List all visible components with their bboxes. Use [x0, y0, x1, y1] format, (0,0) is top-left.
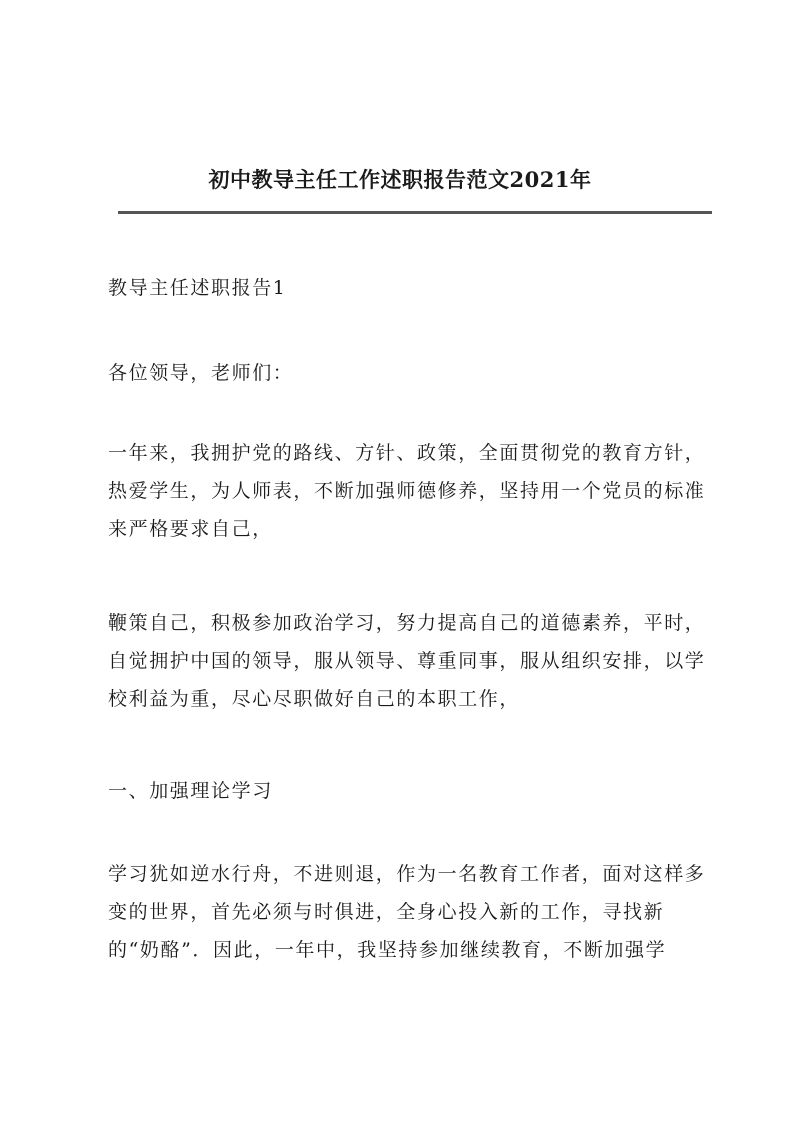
body-paragraph-1: 一年来，我拥护党的路线、方针、政策，全面贯彻党的教育方针，热爱学生，为人师表，不断加强师德修养，坚持用一个党员的标准来严格要求自己，	[108, 442, 706, 540]
document-title: 初中教导主任工作述职报告范文2021年	[208, 167, 592, 192]
report-subheading: 教导主任述职报告1	[108, 277, 287, 299]
body-paragraph-2: 鞭策自己，积极参加政治学习，努力提高自己的道德素养，平时，自觉拥护中国的领导，服从领导、尊重同事，服从组织安排，以学校利益为重，尽心尽职做好自己的本职工作，	[108, 612, 706, 710]
section-heading: 一、加强理论学习	[108, 780, 273, 802]
greeting-line: 各位领导，老师们：	[108, 362, 294, 384]
section-paragraph: 学习犹如逆水行舟，不进则退，作为一名教育工作者，面对这样多变的世界，首先必须与时俱进，全身心投入新的工作，寻找新的“奶酪”．因此，一年中，我坚持参加继续教育，不断加强学	[108, 863, 706, 961]
title-divider	[118, 211, 712, 214]
